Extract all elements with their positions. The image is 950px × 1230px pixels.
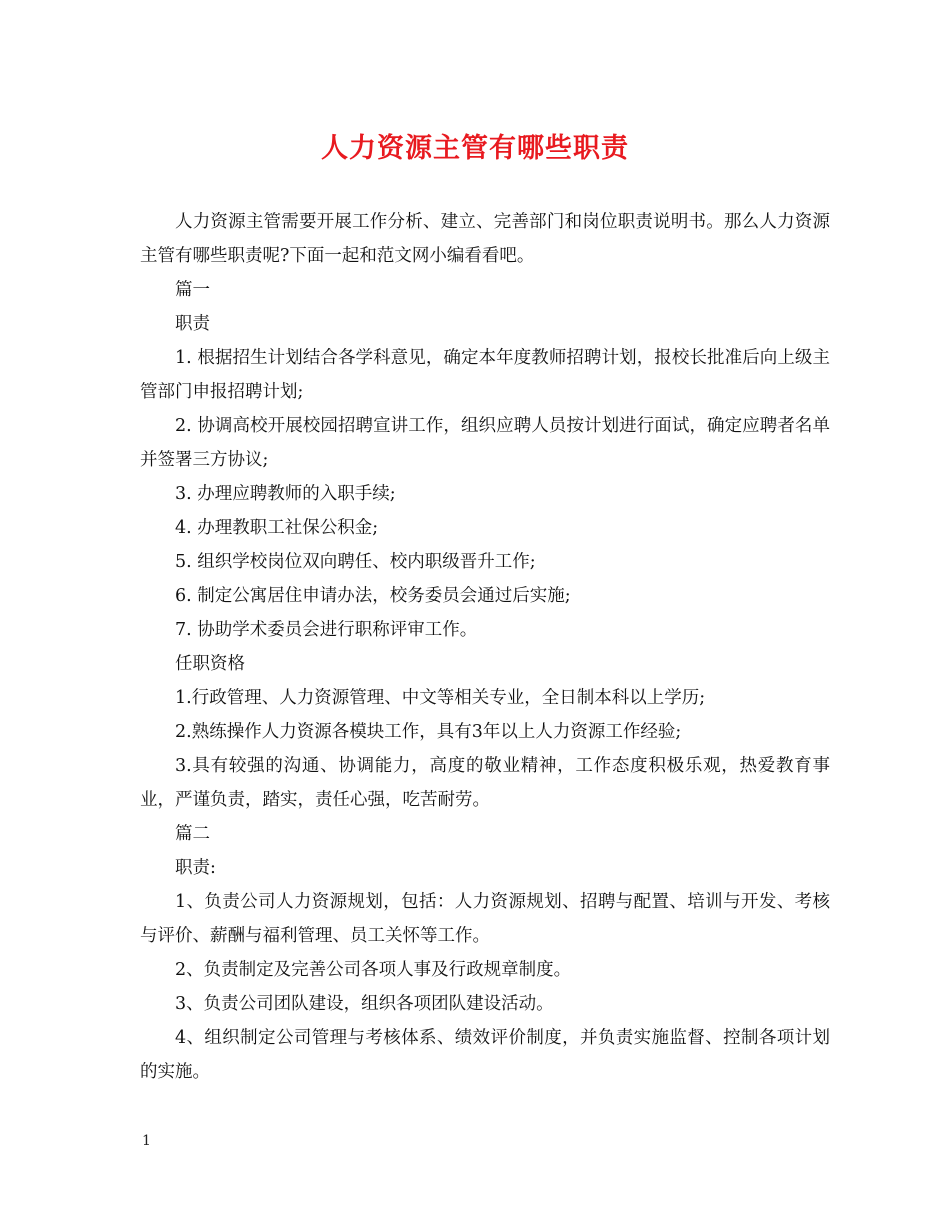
list-item: 2.熟练操作人力资源各模块工作，具有3年以上人力资源工作经验; [175,722,682,742]
document-body [140,205,830,1089]
list-item: 6. 制定公寓居住申请办法，校务委员会通过后实施; [175,586,571,606]
list-item: 3. 办理应聘教师的入职手续; [175,484,396,504]
document-title: 人力资源主管有哪些职责 [321,133,629,164]
list-item: 3.具有较强的沟通、协调能力，高度的敬业精神，工作态度积极乐观，热爱教育事业，严谨负责，踏实，责任心强，吃苦耐劳。 [140,756,830,810]
list-item: 4. 办理教职工社保公积金; [175,518,379,538]
list-item: 2. 协调高校开展校园招聘宣讲工作，组织应聘人员按计划进行面试，确定应聘者名单并签署三方协议; [140,416,830,470]
list-item: 4、组织制定公司管理与考核体系、绩效评价制度，并负责实施监督、控制各项计划的实施。 [140,1028,830,1082]
section-heading: 篇二 [175,824,210,844]
list-item: 2、负责制定及完善公司各项人事及行政规章制度。 [175,960,572,980]
qualifications-heading: 任职资格 [175,654,245,674]
duties-heading: 职责: [175,858,216,878]
duties-heading: 职责 [175,314,210,334]
section-heading: 篇一 [175,280,210,300]
intro-paragraph: 人力资源主管需要开展工作分析、建立、完善部门和岗位职责说明书。那么人力资源主管有哪些职责呢?下面一起和范文网小编看看吧。 [140,212,830,266]
list-item: 1.行政管理、人力资源管理、中文等相关专业，全日制本科以上学历; [175,688,706,708]
list-item: 1、负责公司人力资源规划，包括：人力资源规划、招聘与配置、培训与开发、考核与评价、薪酬与福利管理、员工关怀等工作。 [140,892,830,946]
list-item: 7. 协助学术委员会进行职称评审工作。 [175,620,478,640]
page-number: 1 [142,1133,151,1149]
list-item: 5. 组织学校岗位双向聘任、校内职级晋升工作; [175,552,536,572]
list-item: 1. 根据招生计划结合各学科意见，确定本年度教师招聘计划，报校长批准后向上级主管部门申报招聘计划; [140,348,830,402]
list-item: 3、负责公司团队建设，组织各项团队建设活动。 [175,994,554,1014]
